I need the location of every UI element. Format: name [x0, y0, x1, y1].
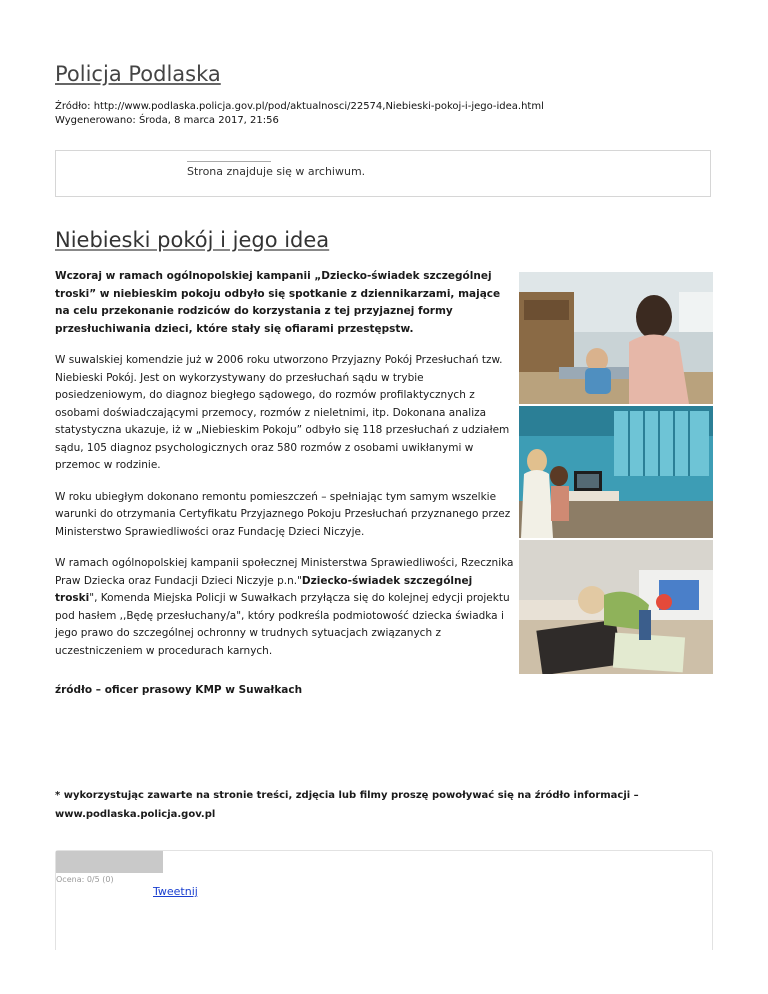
- copyright-note: * wykorzystując zawarte na stronie treści, zdjęcia lub filmy proszę powoływać się na źródło informacji – www.podlaska.policja.gov.pl: [55, 790, 639, 820]
- document-meta: [55, 100, 544, 128]
- paragraph-3: [55, 555, 517, 660]
- rating-panel: [55, 850, 713, 950]
- photo-blue-room: [519, 406, 713, 538]
- photo-child-playing: [519, 540, 713, 674]
- generated-date: Wygenerowano: Środa, 8 marca 2017, 21:56: [55, 115, 279, 126]
- article-source: źródło – oficer prasowy KMP w Suwałkach: [55, 684, 303, 696]
- rating-text: Ocena: 0/5 (0): [56, 875, 114, 884]
- tweet-link[interactable]: Tweetnij: [153, 885, 198, 898]
- photo-interview-room: [519, 272, 713, 404]
- paragraph-2: W roku ubiegłym dokonano remontu pomieszczeń – spełniając tym samym wszelkie warunki do otrzymania Certyfikatu Przyjaznego Pokoju Przesłuchań przyznanego przez Ministerstwo Sprawiedliwości oraz Fundację Dzieci Niczyje.: [55, 490, 511, 538]
- article-title: Niebieski pokój i jego idea: [55, 228, 330, 252]
- article-body: [55, 268, 517, 714]
- archive-notice: [55, 150, 711, 197]
- source-url: Źródło: http://www.podlaska.policja.gov.pl/pod/aktualnosci/22574,Niebieski-pokoj-i-jego-idea.html: [55, 101, 544, 112]
- site-title[interactable]: Policja Podlaska: [55, 62, 221, 86]
- archive-text: Strona znajduje się w archiwum.: [187, 165, 366, 178]
- paragraph-3-end: ", Komenda Miejska Policji w Suwałkach przyłącza się do kolejnej edycji projektu pod hasłem ,,Będę przesłuchany/a", który podkreśla podmiotowość dziecka świadka i jego prawo do szczególnej ochronny w trudnych sytuacjach związanych z uczestniczeniem w procedurach karnych.: [55, 592, 510, 657]
- rating-bar[interactable]: [56, 851, 163, 873]
- paragraph-3-start: W ramach ogólnopolskiej kampanii społecznej Ministerstwa Sprawiedliwości, Rzecznika Praw Dziecka oraz Fundacji Dzieci Niczyje p.n.": [55, 557, 514, 587]
- divider: [187, 161, 271, 162]
- campaign-name: Dziecko-świadek szczególnej troski: [55, 574, 473, 604]
- article-lead: Wczoraj w ramach ogólnopolskiej kampanii „Dziecko-świadek szczególnej troski” w niebieskim pokoju odbyło się spotkanie z dziennikarzami, mające na celu przekonanie rodziców do korzystania z tej przyjaznej formy przesłuchiwania dzieci, które stały się ofiarami przestępstw.: [55, 270, 501, 335]
- paragraph-1: W suwalskiej komendzie już w 2006 roku utworzono Przyjazny Pokój Przesłuchań tzw. Niebieski Pokój. Jest on wykorzystywany do przesłuchań sądu w trybie posiedzeniowym, do diagnoz biegłego sądowego, do rozmów profilaktycznych z osobami doświadczającymi przemocy, rozmów z nieletnimi, itp. Dokonana analiza statystyczna ukazuje, iż w „Niebieskim Pokoju” odbyło się 118 przesłuchań z udziałem sądu, 105 diagnoz psychologicznych oraz 580 rozmów z osobami uwikłanymi w przemoc w rodzinie.: [55, 354, 510, 471]
